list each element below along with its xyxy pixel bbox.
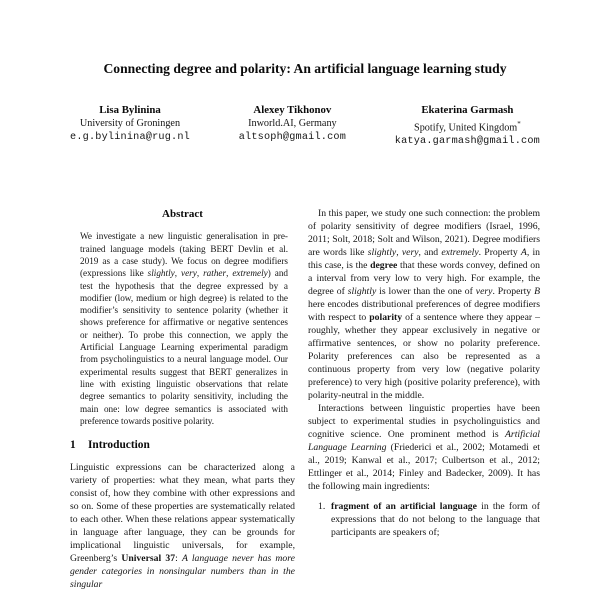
abstract-heading: Abstract [162, 208, 203, 221]
author-affiliation: University of Groningen [79, 118, 181, 129]
author-name: Lisa Bylinina [99, 104, 161, 116]
left-column [70, 207, 295, 591]
footnote-asterisk: * [517, 120, 521, 128]
paper-title: Connecting degree and polarity: An artificial language learning study [103, 61, 507, 76]
author-email: katya.garmash@gmail.com [394, 136, 540, 148]
paragraph: Interactions between linguistic properties have been subject to experimental studies in psycholinguistics and cognitive science. One prominent method is Artificial Language Learning (Friederici et al., 2002; Motamedi et al., 2019; Kanwal et al., 2017; Culbertson et al., 2012; Ettlinger et al., 2014; Finley and Badecker, 2009). It has the following main ingredients: [308, 403, 540, 493]
section-title: Introduction [88, 439, 150, 452]
two-column-body [70, 207, 540, 591]
list-text: fragment of an artificial language in the form of expressions that do not belong to the language that participants are speakers of; [331, 501, 540, 539]
abstract-text: We investigate a new linguistic generalisation in pre-trained language models (taking BERT Devlin et al. 2019 as a case study). We focus on degree modifiers (expressions like slightly, very, rather, extremely) and test the hypothesis that the degree expressed by a modifier (low, medium or high degree) is related to the modifier’s sensitivity to sentence polarity (whether it shows preference for affirmative or negative sentences or neither). To probe this connection, we apply the Artificial Language Learning experimental paradigm from psycholinguistics to a neural language model. Our experimental results suggest that BERT generalizes in line with existing linguistic observations that relate degree semantics to polarity sensitivity, including the main one: low degree semantics is associated with preference towards positive polarity. [80, 231, 289, 426]
author-affiliation: Spotify, United Kingdom* [414, 120, 521, 134]
list-number: 1. [318, 501, 326, 513]
intro-paragraph: Linguistic expressions can be characterized along a variety of properties: what they mean, what parts they consist of, how they combine with other expressions and so on. Some of these properties are systematically related to each other. When these relations appear systematically in language after language, they can be grounds for implicational linguistic universals, for example, Greenberg’s Universal 37: A language never has more gender categories in nonsingular numbers than in the singular [70, 462, 295, 591]
author-email: e.g.bylinina@rug.nl [70, 132, 190, 143]
right-column [308, 207, 540, 539]
author-card [395, 103, 540, 149]
list-item [308, 500, 540, 539]
author-email: altsoph@gmail.com [238, 132, 347, 143]
author-card [239, 103, 346, 145]
author-name: Alexey Tikhonov [253, 104, 332, 116]
author-affiliation: Inworld.AI, Germany [248, 118, 337, 129]
author-card [70, 103, 190, 145]
section-number: 1 [70, 439, 76, 452]
author-block [70, 103, 540, 149]
section-heading [70, 438, 295, 453]
abstract-section [70, 207, 295, 427]
paragraph: In this paper, we study one such connection: the problem of polarity sensitivity of degree modifiers (Israel, 1996, 2011; Solt, 2018; Solt and Wilson, 2021). Degree modifiers are words like slightly, very, and extremely. Property A, in this case, is the degree that these words convey, defined on a interval from very low to very high. For example, the degree of slightly is lower than the one of very. Property B here encodes distributional preferences of degree modifiers with respect to polarity of a sentence where they appear – roughly, whether they appear exclusively in negative or affirmative sentences, or show no polarity preference. Polarity preferences can also be represented as a continuous property from very low (negative polarity preference) to very high (positive polarity preference), with polarity-neutral in the middle. [308, 208, 540, 402]
author-name: Ekaterina Garmash [421, 104, 514, 116]
